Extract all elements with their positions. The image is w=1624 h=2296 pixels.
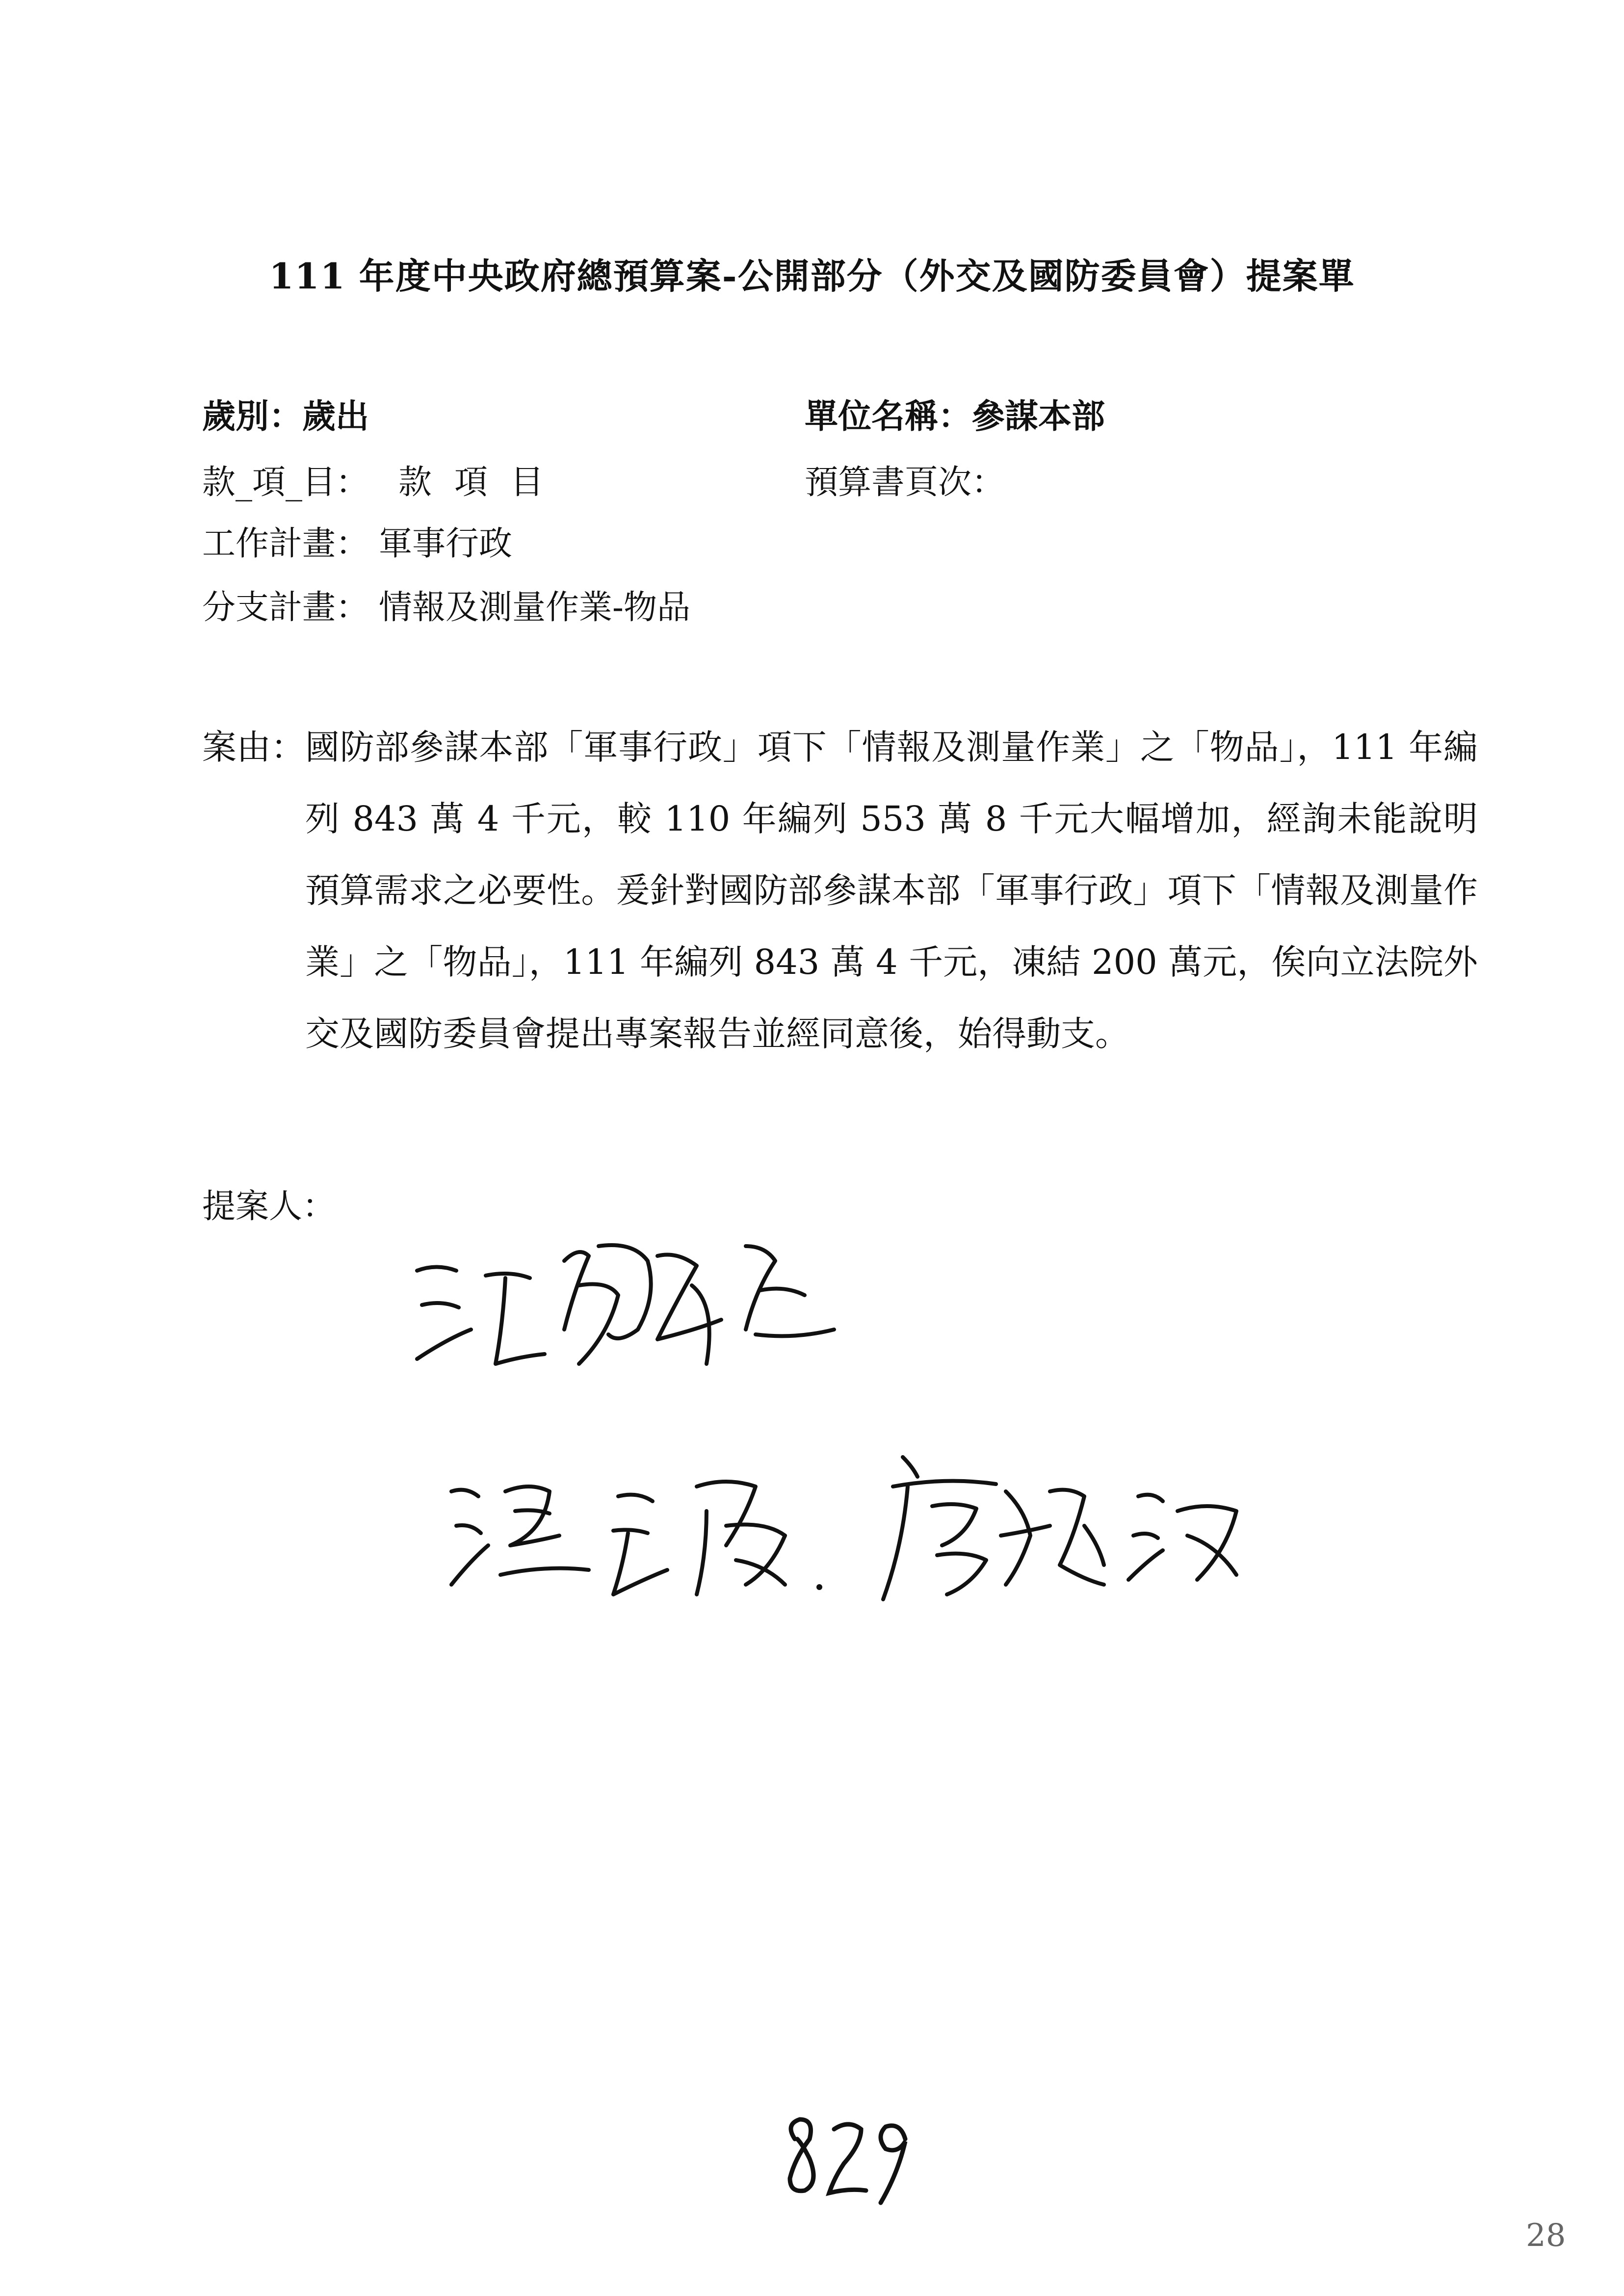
proposer-label: 提案人： — [202, 1187, 336, 1226]
item-field — [202, 463, 567, 502]
category-field — [202, 397, 369, 436]
document-title: 111 年度中央政府總預算案-公開部分（外交及國防委員會）提案單 — [269, 255, 1355, 297]
signature-3 — [873, 1437, 1256, 1621]
corner-mark: 28 — [1526, 2218, 1566, 2254]
plan-value: 軍事行政 — [379, 524, 513, 563]
reason-text: 國防部參謀本部「軍事行政」項下「情報及測量作業」之「物品」，111 年編列 843 萬 4 千元，較 110 年編列 553 萬 8 千元大幅增加，經詢未能說明預算需求之必要性。爰針對國防部參謀本部「軍事行政」項下「情報及測量作業」之「物品」，111 年編列 843 萬 4 千元，凍結 200 萬元，俟向立法院外交及國防委員會提出專案報告並經同意後，始得動支。 — [305, 727, 1478, 1054]
page-number — [775, 2110, 922, 2210]
subplan-label: 分支計畫： — [202, 588, 369, 627]
page-ref-label: 預算書頁次： — [805, 463, 1005, 502]
reason-label: 案由： — [202, 727, 305, 767]
plan-label: 工作計畫： — [202, 524, 369, 563]
unit-label: 單位名稱： — [805, 397, 972, 436]
category-label: 歲別： — [202, 397, 303, 436]
item-label: 款_項_目： — [202, 463, 369, 502]
page-ref-field — [805, 463, 1005, 502]
category-value: 歲出 — [302, 397, 369, 436]
reason-block — [202, 711, 1478, 1070]
subplan-field — [202, 588, 690, 627]
plan-field — [202, 524, 513, 563]
subplan-value: 情報及測量作業-物品 — [379, 588, 690, 627]
unit-field — [805, 397, 1105, 436]
unit-value: 參謀本部 — [971, 397, 1105, 436]
item-value: 款項目 — [398, 463, 567, 502]
signature-1 — [402, 1217, 844, 1395]
signature-2 — [432, 1447, 873, 1611]
